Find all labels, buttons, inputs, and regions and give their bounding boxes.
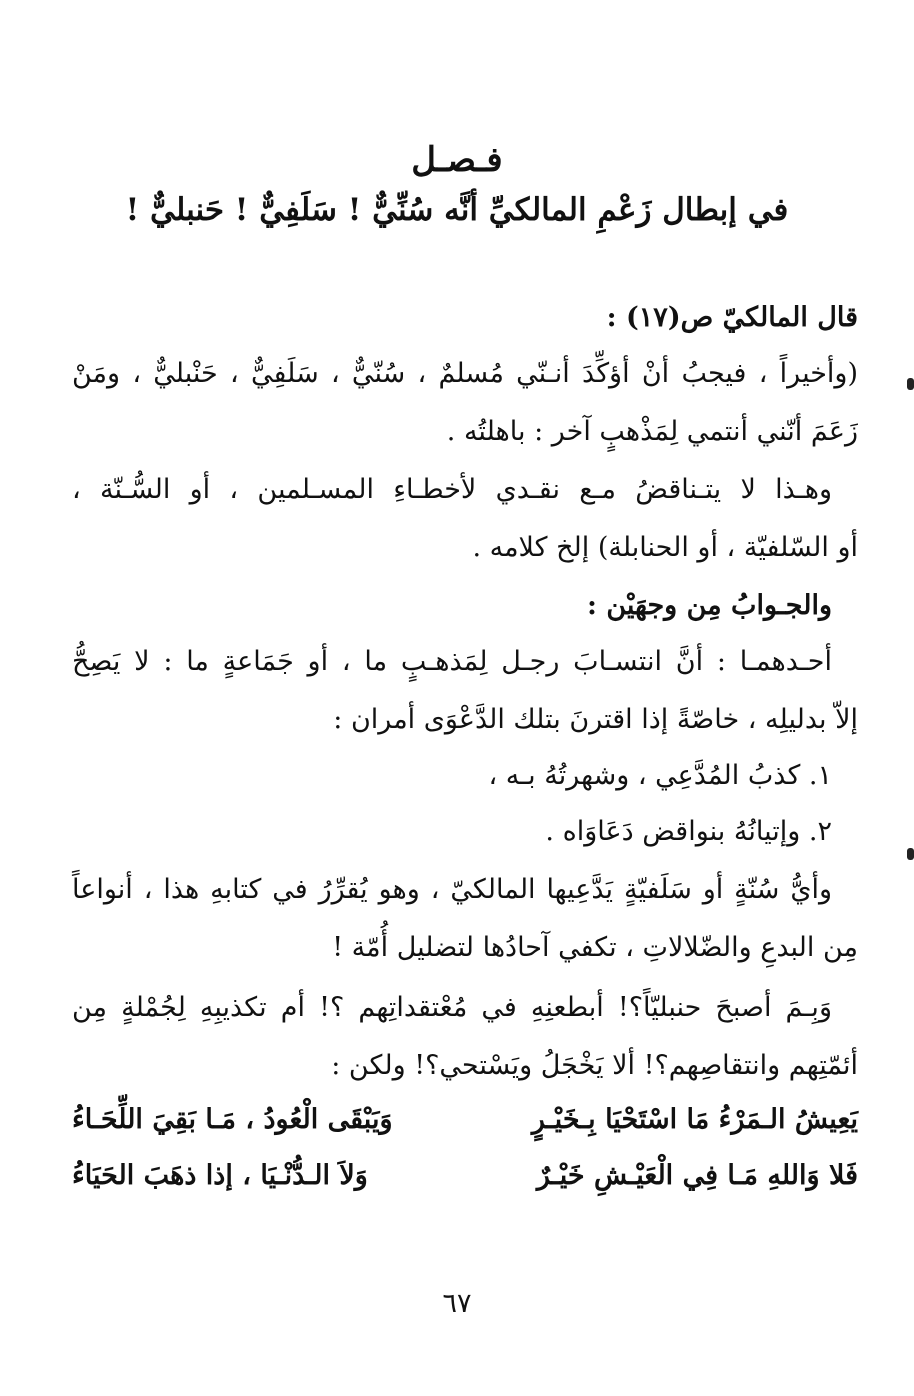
list-item-2: ٢. وإتيانُهُ بنواقض دَعَاوَاه . [545,816,832,847]
body-line-12: وَبِـمَ أصبحَ حنبليّاً؟! أبطعنِهِ في مُعْتقداتِهم ؟! أم تكذيبِهِ لِجُمْلةٍ مِن [72,992,832,1023]
body-line-13: أئمّتِهم وانتقاصِهم؟! ألا يَخْجَلُ ويَسْتحي؟! ولكن : [331,1050,858,1081]
poem-verse-2-second-hemistich: وَلاَ الـدُّنْـيَا ، إذا ذهَبَ الحَيَاءُ [72,1160,368,1191]
body-line-3: وهـذا لا يتـناقضُ مـع نقـدي لأخطـاءِ المسـلمين ، أو السُّـنّة ، [72,474,832,505]
scan-edge-mark [907,848,914,860]
body-line-2: زَعَمَ أنّني أنتمي لِمَذْهبٍ آخر : باهلتُه . [446,416,858,447]
page-number: ٦٧ [442,1288,472,1319]
list-item-1: ١. كذبُ المُدَّعِي ، وشهرتُهُ بـه ، [488,760,832,791]
body-line-10: وأيُّ سُنّةٍ أو سَلَفيّةٍ يَدَّعِيها المالكيّ ، وهو يُقرِّرُ في كتابهِ هذا ، أنواعاً [72,874,832,905]
poem-verse-2-first-hemistich: فَلا وَاللهِ مَـا فِي الْعَيْـشِ خَيْـرٌ [536,1160,858,1191]
body-line-11: مِن البدعِ والضّلالاتِ ، تكفي آحادُها لتضليل أُمّة ! [332,932,858,963]
section-heading: فـصـل [411,140,503,180]
poem-verse-1 [72,1104,858,1146]
quote-intro: قال المالكيّ ص(١٧) : [606,302,858,333]
section-title: في إبطال زَعْمِ المالكيِّ أنَّه سُنِّيٌّ ! سَلَفِيٌّ ! حَنبليٌّ ! [125,192,789,228]
body-line-7: إلاّ بدليلِه ، خاصّةً إذا اقترنَ بتلك الدَّعْوَى أمران : [333,704,858,735]
body-line-1: (وأخيراً ، فيجبُ أنْ أؤكِّدَ أنـنّي مُسلمٌ ، سُنّيٌّ ، سَلَفِيٌّ ، حَنْبليٌّ ، ومَنْ [72,358,858,389]
poem-verse-1-first-hemistich: يَعِيشُ الـمَرْءُ مَا اسْتَحْيَا بِـخَيْـرٍ [531,1104,858,1135]
poem-verse-1-second-hemistich: وَيَبْقَى الْعُودُ ، مَـا بَقِيَ اللِّحَـاءُ [72,1104,393,1135]
body-line-6: أحـدهمـا : أنَّ انتسـابَ رجـل لِمَذهـبٍ ما ، أو جَمَاعةٍ ما : لا يَصِحُّ [72,646,832,677]
poem-verse-2 [72,1160,858,1202]
answer-intro: والجـوابُ مِن وجهَيْن : [586,590,832,621]
body-line-4: أو السّلفيّة ، أو الحنابلة) إلخ كلامه . [472,532,858,563]
scan-edge-mark [907,378,914,390]
